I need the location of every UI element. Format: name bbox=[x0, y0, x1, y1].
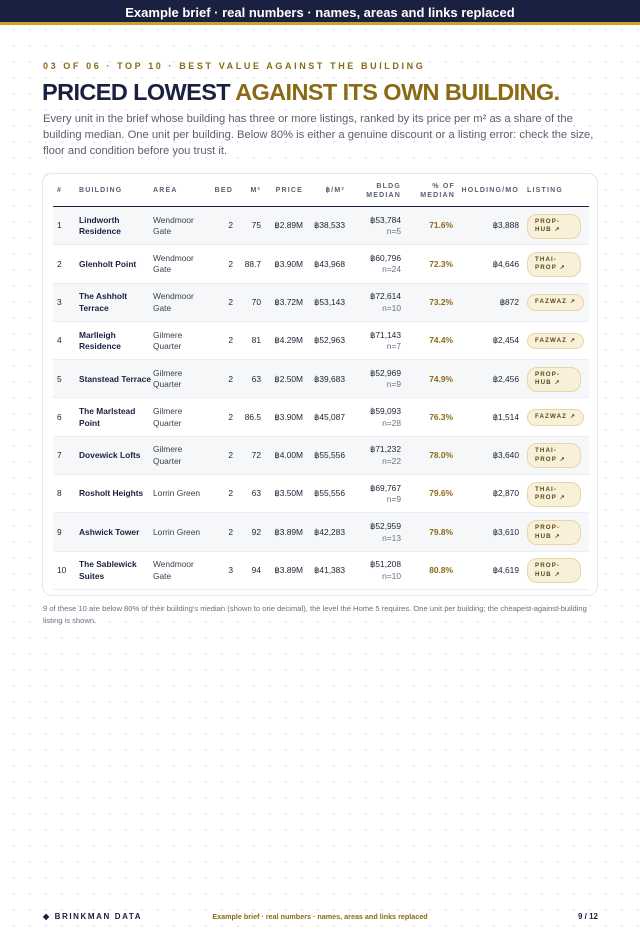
median-box bbox=[370, 368, 401, 391]
cell-per-sqm: ฿38,533 bbox=[314, 220, 345, 231]
cell-sqm: 75 bbox=[251, 220, 261, 231]
median-value: ฿71,232 bbox=[370, 444, 401, 455]
median-box bbox=[370, 406, 401, 429]
cell-building: Glenholt Point bbox=[79, 258, 137, 269]
listing-link[interactable]: FAZWAZ ↗ bbox=[527, 333, 584, 350]
median-value: ฿53,784 bbox=[370, 214, 401, 225]
median-sample-count: n=9 bbox=[386, 494, 401, 505]
table-row bbox=[53, 398, 589, 436]
median-value: ฿51,208 bbox=[370, 559, 401, 570]
cell-area: Gilmere Quarter bbox=[153, 329, 183, 352]
cell-pct-median: 73.2% bbox=[429, 296, 453, 307]
cell-pct-median: 74.9% bbox=[429, 373, 453, 384]
table-row bbox=[53, 284, 589, 322]
listing-link[interactable]: PROP-HUB ↗ bbox=[527, 214, 581, 239]
cell-building: Marlleigh Residence bbox=[79, 329, 121, 352]
cell-bldg-median bbox=[353, 552, 401, 590]
median-sample-count: n=13 bbox=[382, 532, 401, 543]
header-pct-median: % OF MEDIAN bbox=[420, 182, 455, 199]
table-row bbox=[53, 207, 589, 245]
cell-num: 8 bbox=[57, 488, 62, 499]
cell-num: 6 bbox=[57, 411, 62, 422]
cell-listing bbox=[527, 398, 587, 436]
cell-bed: 2 bbox=[228, 335, 233, 346]
cell-num: 3 bbox=[57, 296, 62, 307]
header-price: PRICE bbox=[275, 187, 303, 194]
cell-bldg-median bbox=[353, 398, 401, 436]
cell-per-sqm: ฿45,087 bbox=[314, 411, 345, 422]
cell-holding: ฿1,514 bbox=[492, 411, 519, 422]
header-num: # bbox=[57, 187, 63, 194]
median-box bbox=[370, 253, 401, 276]
cell-listing bbox=[527, 360, 587, 398]
listing-link[interactable]: FAZWAZ ↗ bbox=[527, 409, 584, 426]
cell-holding: ฿3,888 bbox=[492, 220, 519, 231]
median-box bbox=[370, 444, 401, 467]
table-body bbox=[53, 207, 589, 590]
table-row bbox=[53, 475, 589, 513]
listing-link[interactable]: PROP-HUB ↗ bbox=[527, 558, 581, 583]
cell-bed: 2 bbox=[228, 488, 233, 499]
cell-holding: ฿3,610 bbox=[492, 526, 519, 537]
median-value: ฿52,959 bbox=[370, 521, 401, 532]
headline-part-2: AGAINST ITS OWN BUILDING. bbox=[235, 79, 560, 105]
cell-listing bbox=[527, 207, 587, 245]
cell-per-sqm: ฿55,556 bbox=[314, 488, 345, 499]
cell-pct-median: 78.0% bbox=[429, 450, 453, 461]
median-box bbox=[370, 483, 401, 506]
cell-num: 10 bbox=[57, 565, 67, 576]
table-row bbox=[53, 552, 589, 590]
cell-sqm: 81 bbox=[251, 335, 261, 346]
header-per-sqm: ฿/M² bbox=[325, 187, 345, 194]
listing-link[interactable]: THAI-PROP ↗ bbox=[527, 482, 581, 507]
cell-bed: 2 bbox=[228, 526, 233, 537]
cell-listing bbox=[527, 552, 587, 590]
median-value: ฿52,969 bbox=[370, 367, 401, 378]
listing-link[interactable]: PROP-HUB ↗ bbox=[527, 520, 581, 545]
cell-pct-median: 71.6% bbox=[429, 220, 453, 231]
median-sample-count: n=7 bbox=[386, 341, 401, 352]
header-area: AREA bbox=[153, 187, 178, 194]
cell-listing bbox=[527, 475, 587, 513]
table-row bbox=[53, 513, 589, 551]
cell-bldg-median bbox=[353, 437, 401, 475]
cell-per-sqm: ฿53,143 bbox=[314, 296, 345, 307]
cell-listing bbox=[527, 284, 587, 322]
listing-link[interactable]: THAI-PROP ↗ bbox=[527, 252, 581, 277]
median-value: ฿72,614 bbox=[370, 291, 401, 302]
cell-num: 2 bbox=[57, 258, 62, 269]
cell-pct-median: 76.3% bbox=[429, 411, 453, 422]
cell-price: ฿4.29M bbox=[274, 335, 303, 346]
cell-holding: ฿3,640 bbox=[492, 450, 519, 461]
footer-brand: ◆ BRINKMAN DATA bbox=[43, 912, 143, 921]
cell-bldg-median bbox=[353, 207, 401, 245]
section-kicker: 03 OF 06 · TOP 10 · BEST VALUE AGAINST THE BUILDING bbox=[43, 61, 426, 71]
cell-price: ฿2.50M bbox=[274, 373, 303, 384]
cell-building: Stanstead Terrace bbox=[79, 373, 151, 384]
cell-area: Wendmoor Gate bbox=[153, 559, 194, 581]
median-value: ฿60,796 bbox=[370, 252, 401, 263]
cell-bed: 2 bbox=[228, 220, 233, 231]
cell-sqm: 92 bbox=[251, 526, 261, 537]
cell-holding: ฿2,454 bbox=[492, 335, 519, 346]
ranking-table bbox=[42, 173, 598, 596]
cell-bed: 2 bbox=[228, 411, 233, 422]
cell-sqm: 86.5 bbox=[244, 411, 261, 422]
cell-holding: ฿2,456 bbox=[492, 373, 519, 384]
cell-per-sqm: ฿39,683 bbox=[314, 373, 345, 384]
cell-bldg-median bbox=[353, 360, 401, 398]
cell-price: ฿3.72M bbox=[274, 296, 303, 307]
page-number: 9 / 12 bbox=[577, 912, 598, 921]
median-box bbox=[370, 215, 401, 238]
cell-holding: ฿872 bbox=[499, 296, 519, 307]
header-building: BUILDING bbox=[79, 187, 123, 194]
cell-num: 5 bbox=[57, 373, 62, 384]
listing-link[interactable]: FAZWAZ ↗ bbox=[527, 294, 584, 311]
table-row bbox=[53, 322, 589, 360]
cell-sqm: 94 bbox=[251, 565, 261, 576]
median-value: ฿59,093 bbox=[370, 406, 401, 417]
headline-part-1: PRICED LOWEST bbox=[42, 79, 231, 105]
header-sqm: M² bbox=[250, 187, 261, 194]
cell-building: The Marlstead Point bbox=[79, 406, 136, 428]
cell-sqm: 88.7 bbox=[244, 258, 261, 269]
table-row bbox=[53, 360, 589, 398]
cell-num: 4 bbox=[57, 335, 62, 346]
cell-bldg-median bbox=[353, 284, 401, 322]
median-value: ฿71,143 bbox=[370, 329, 401, 340]
median-value: ฿69,767 bbox=[370, 482, 401, 493]
cell-price: ฿3.89M bbox=[274, 565, 303, 576]
cell-holding: ฿2,870 bbox=[492, 488, 519, 499]
median-sample-count: n=10 bbox=[382, 302, 401, 313]
cell-area: Wendmoor Gate bbox=[153, 291, 194, 313]
cell-building: Dovewick Lofts bbox=[79, 450, 141, 461]
cell-building: Lindworth Residence bbox=[79, 214, 121, 237]
cell-per-sqm: ฿43,968 bbox=[314, 258, 345, 269]
cell-holding: ฿4,619 bbox=[492, 565, 519, 576]
cell-listing bbox=[527, 513, 587, 551]
cell-building: The Sablewick Suites bbox=[79, 559, 137, 581]
cell-bldg-median bbox=[353, 475, 401, 513]
cell-bed: 2 bbox=[228, 373, 233, 384]
footer-banner: Example brief · real numbers · names, areas and links replaced bbox=[212, 912, 428, 921]
cell-sqm: 72 bbox=[251, 450, 261, 461]
listing-link[interactable]: PROP-HUB ↗ bbox=[527, 367, 581, 392]
cell-pct-median: 79.6% bbox=[429, 488, 453, 499]
cell-bldg-median bbox=[353, 513, 401, 551]
cell-bed: 2 bbox=[228, 296, 233, 307]
cell-holding: ฿4,646 bbox=[492, 258, 519, 269]
median-sample-count: n=24 bbox=[382, 264, 401, 275]
cell-per-sqm: ฿41,383 bbox=[314, 565, 345, 576]
cell-pct-median: 80.8% bbox=[429, 565, 453, 576]
header-bed: BED bbox=[214, 187, 233, 194]
cell-area: Lorrin Green bbox=[153, 526, 201, 537]
median-box bbox=[370, 559, 401, 582]
cell-pct-median: 74.4% bbox=[429, 335, 453, 346]
cell-pct-median: 79.8% bbox=[429, 526, 453, 537]
listing-link[interactable]: THAI-PROP ↗ bbox=[527, 443, 581, 468]
header-bldg-median: BLDG MEDIAN bbox=[366, 182, 401, 199]
page-headline bbox=[42, 78, 560, 106]
cell-building: Rosholt Heights bbox=[79, 488, 144, 499]
table-footnote: 9 of these 10 are below 80% of their building's median (shown to one decimal), the level the Home 5 requires. One unit per building; the cheapest-against-building listing is shown. bbox=[43, 604, 587, 625]
cell-num: 1 bbox=[57, 220, 62, 231]
median-box bbox=[370, 330, 401, 353]
cell-sqm: 63 bbox=[251, 373, 261, 384]
cell-building: The Ashholt Terrace bbox=[79, 291, 128, 313]
cell-area: Wendmoor Gate bbox=[153, 214, 194, 237]
cell-per-sqm: ฿55,556 bbox=[314, 450, 345, 461]
cell-area: Lorrin Green bbox=[153, 488, 201, 499]
cell-num: 7 bbox=[57, 450, 62, 461]
median-sample-count: n=10 bbox=[382, 570, 401, 581]
cell-bldg-median bbox=[353, 245, 401, 283]
cell-per-sqm: ฿42,283 bbox=[314, 526, 345, 537]
median-sample-count: n=22 bbox=[382, 455, 401, 466]
cell-price: ฿3.89M bbox=[274, 526, 303, 537]
cell-building: Ashwick Tower bbox=[79, 526, 140, 537]
cell-sqm: 70 bbox=[251, 296, 261, 307]
cell-price: ฿4.00M bbox=[274, 450, 303, 461]
cell-listing bbox=[527, 322, 587, 360]
table-row bbox=[53, 437, 589, 475]
median-sample-count: n=28 bbox=[382, 417, 401, 428]
cell-area: Wendmoor Gate bbox=[153, 252, 194, 275]
cell-listing bbox=[527, 245, 587, 283]
cell-price: ฿2.89M bbox=[274, 220, 303, 231]
cell-bed: 2 bbox=[228, 450, 233, 461]
header-listing: LISTING bbox=[527, 187, 564, 194]
cell-area: Gilmere Quarter bbox=[153, 406, 183, 428]
median-sample-count: n=9 bbox=[386, 379, 401, 390]
median-box bbox=[370, 521, 401, 544]
intro-paragraph: Every unit in the brief whose building has three or more listings, ranked by its price per m² as a share of the building median. One unit per building. Below 80% is either a genuine discount or a listing error: check the size, floor and condition before you trust it. bbox=[43, 113, 594, 157]
cell-price: ฿3.90M bbox=[274, 258, 303, 269]
cell-area: Gilmere Quarter bbox=[153, 444, 183, 466]
table-row bbox=[53, 245, 589, 283]
median-sample-count: n=5 bbox=[386, 226, 401, 237]
cell-area: Gilmere Quarter bbox=[153, 367, 183, 390]
median-box bbox=[370, 291, 401, 314]
table-header-row bbox=[53, 174, 589, 207]
cell-bldg-median bbox=[353, 322, 401, 360]
cell-per-sqm: ฿52,963 bbox=[314, 335, 345, 346]
cell-bed: 2 bbox=[228, 258, 233, 269]
cell-price: ฿3.50M bbox=[274, 488, 303, 499]
cell-pct-median: 72.3% bbox=[429, 258, 453, 269]
cell-listing bbox=[527, 437, 587, 475]
cell-num: 9 bbox=[57, 526, 62, 537]
example-brief-banner: Example brief · real numbers · names, areas and links replaced bbox=[0, 0, 640, 25]
cell-bed: 3 bbox=[228, 565, 233, 576]
cell-price: ฿3.90M bbox=[274, 411, 303, 422]
cell-sqm: 63 bbox=[251, 488, 261, 499]
header-holding: HOLDING/MO bbox=[461, 187, 519, 194]
